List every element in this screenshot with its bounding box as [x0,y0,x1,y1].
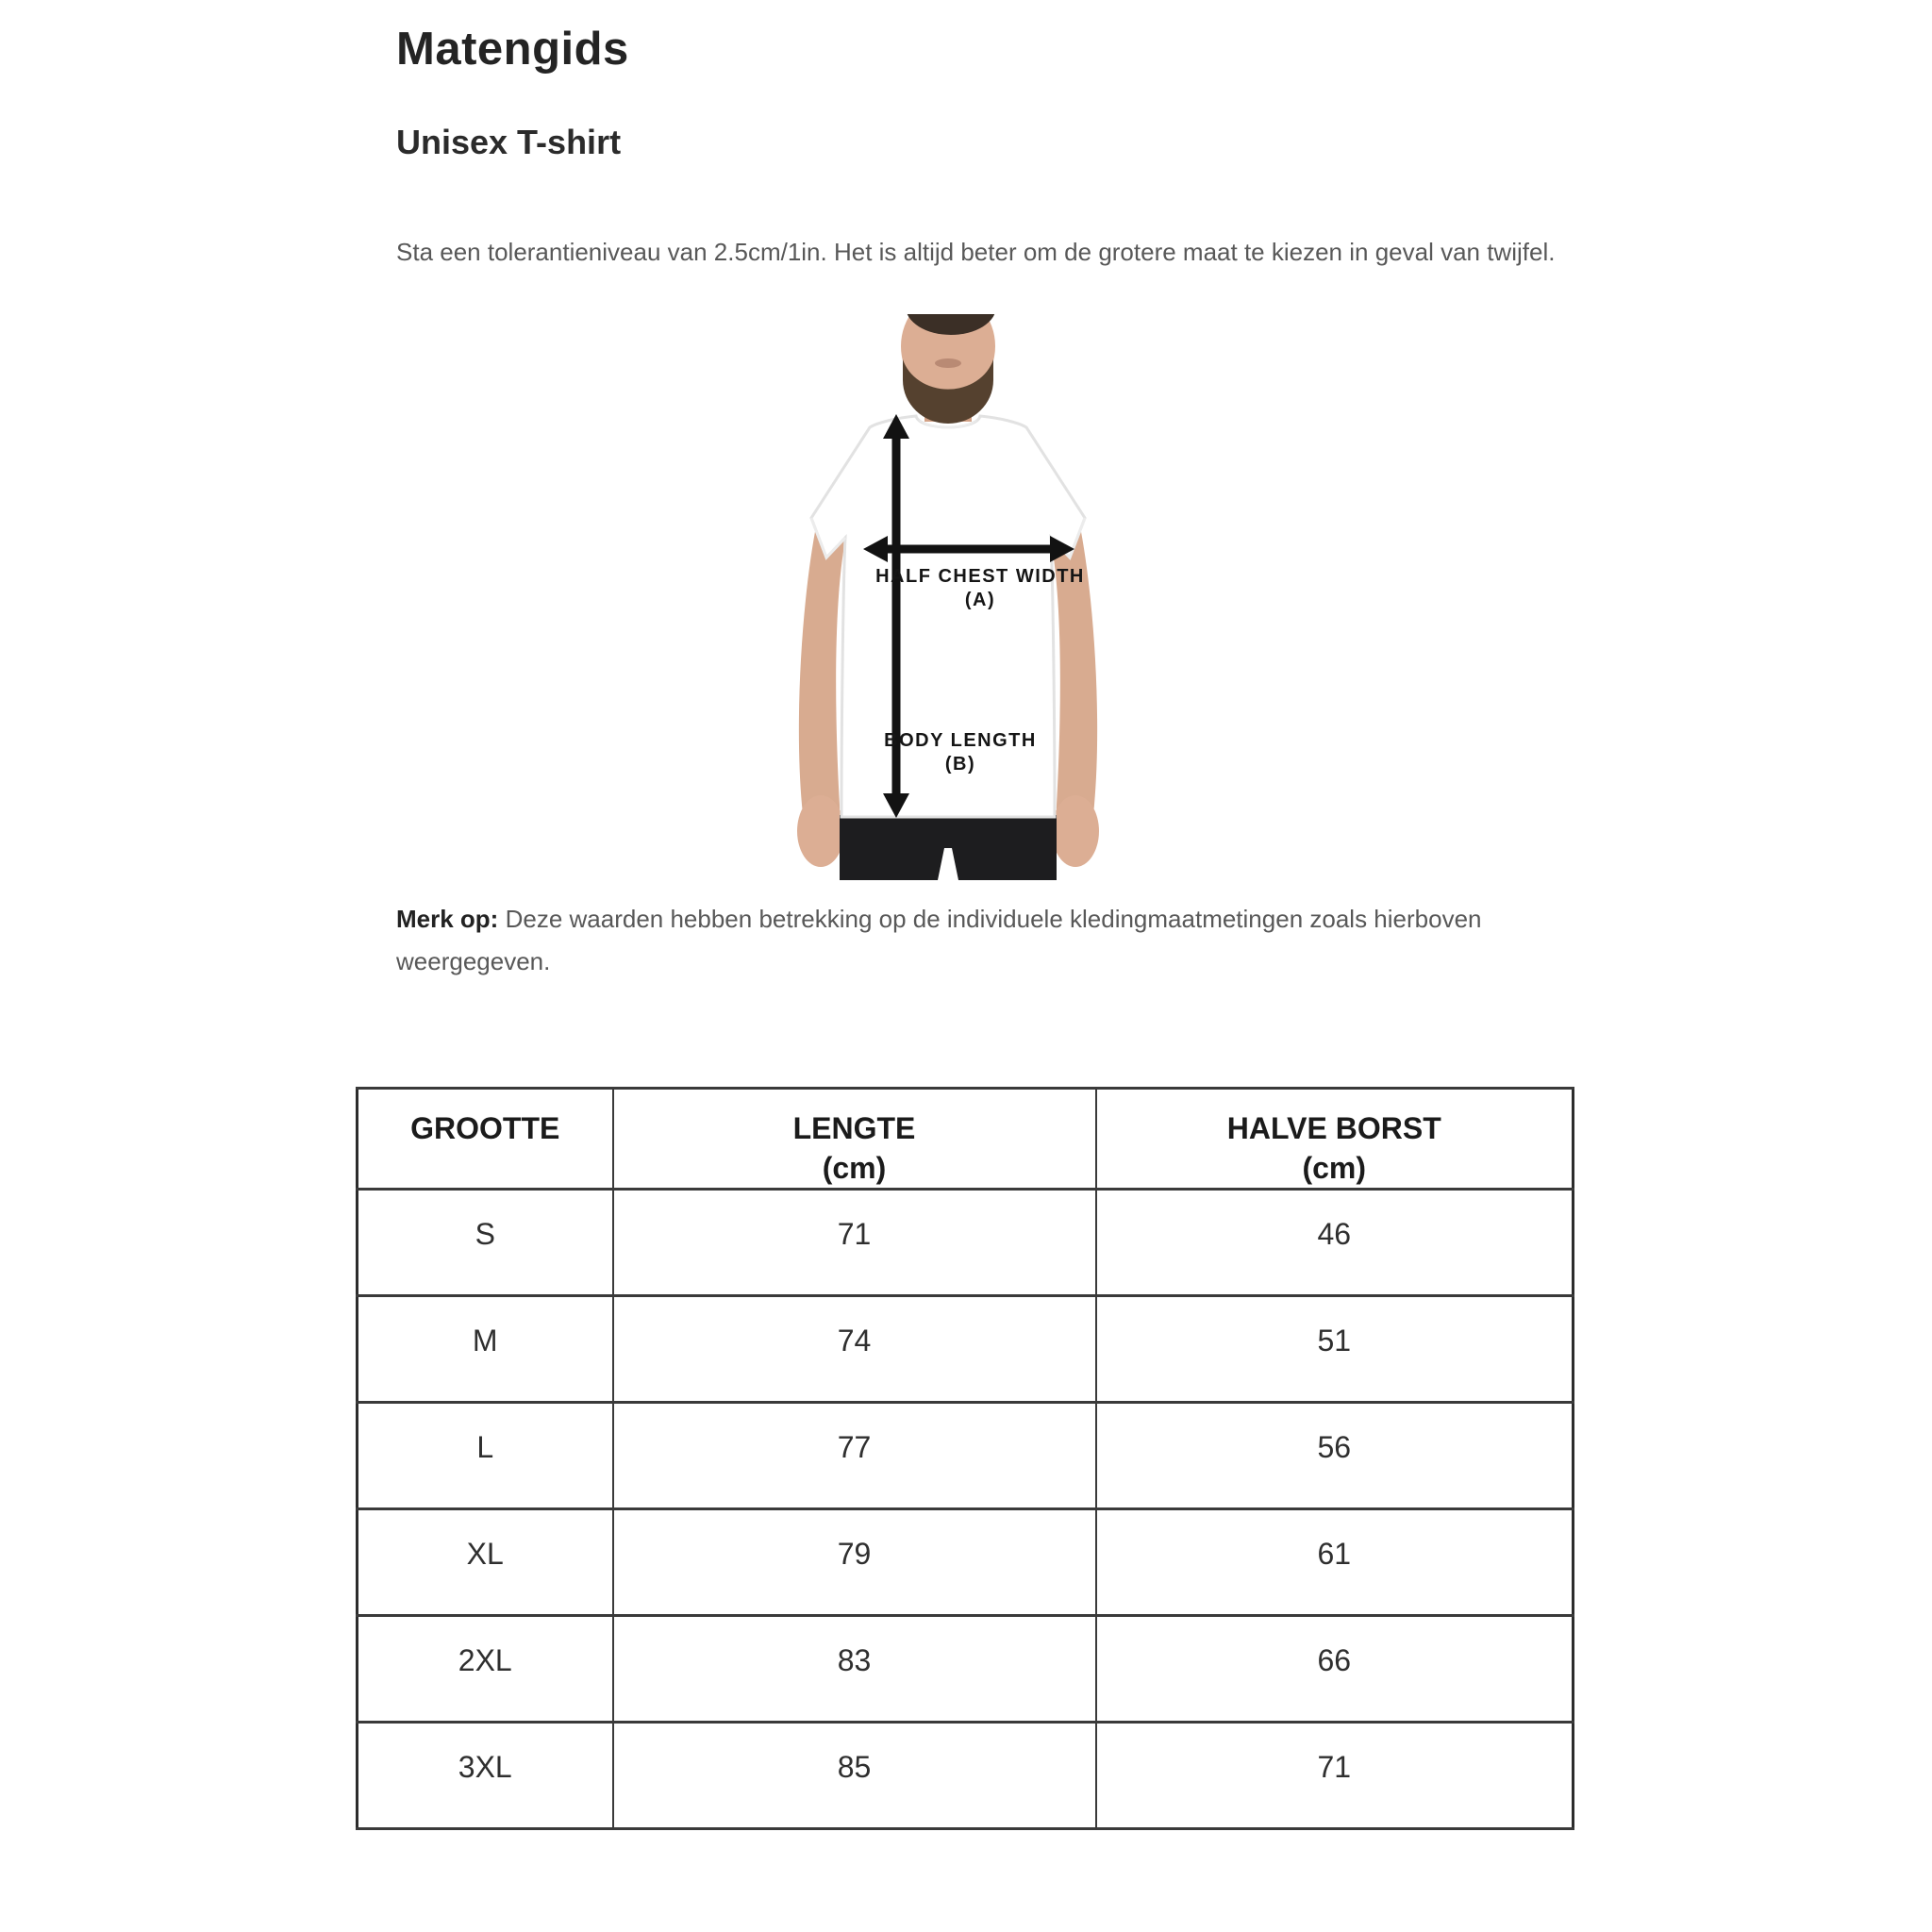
length-cell: 79 [613,1509,1096,1616]
length-cell: 74 [613,1296,1096,1403]
half-chest-key: (A) [964,590,996,610]
half-chest-cell: 46 [1096,1190,1574,1296]
size-cell: 3XL [358,1723,613,1829]
table-row-s [358,1190,1574,1296]
length-cell: 83 [613,1616,1096,1723]
length-cell: 85 [613,1723,1096,1829]
size-cell: S [358,1190,613,1296]
model-mouth [935,358,961,368]
column-header-halve-borst: HALVE BORST (cm) [1096,1089,1574,1190]
page-title: Matengids [396,24,629,75]
product-title: Unisex T-shirt [396,123,622,161]
length-cell: 71 [613,1190,1096,1296]
model-head [901,314,996,424]
half-chest-cell: 51 [1096,1296,1574,1403]
table-row-l [358,1403,1574,1509]
size-table [356,1087,1574,1830]
table-row-xl [358,1509,1574,1616]
tolerance-paragraph: Sta een tolerantieniveau van 2.5cm/1in. Het is altijd beter om de grotere maat te kiezen in geval van twijfel. [396,238,1556,266]
body-length-label: BODY LENGTH [884,730,1037,751]
note-paragraph [396,898,1505,983]
body-length-key: (B) [944,754,976,774]
half-chest-cell: 71 [1096,1723,1574,1829]
size-cell: M [358,1296,613,1403]
measurement-figure [783,314,1198,880]
size-cell: 2XL [358,1616,613,1723]
half-chest-cell: 66 [1096,1616,1574,1723]
half-chest-label: HALF CHEST WIDTH [875,566,1085,587]
table-row-m [358,1296,1574,1403]
length-cell: 77 [613,1403,1096,1509]
size-cell: L [358,1403,613,1509]
note-label: Merk op: [396,905,499,933]
column-header-grootte: GROOTTE [358,1089,613,1190]
note-text: Deze waarden hebben betrekking op de individuele kledingmaatmetingen zoals hierboven weergegeven. [396,905,1482,975]
half-chest-cell: 56 [1096,1403,1574,1509]
model-right-hand [1052,795,1099,867]
size-cell: XL [358,1509,613,1616]
model-left-hand [797,795,844,867]
column-unit: (cm) [822,1151,887,1185]
column-header-lengte: LENGTE (cm) [613,1089,1096,1190]
model-pants [840,815,1057,880]
table-row-2xl [358,1616,1574,1723]
table-row-3xl [358,1723,1574,1829]
half-chest-cell: 61 [1096,1509,1574,1616]
column-unit: (cm) [1302,1151,1367,1185]
size-table-header [358,1089,1574,1190]
tshirt-measurement-illustration [783,314,1198,880]
